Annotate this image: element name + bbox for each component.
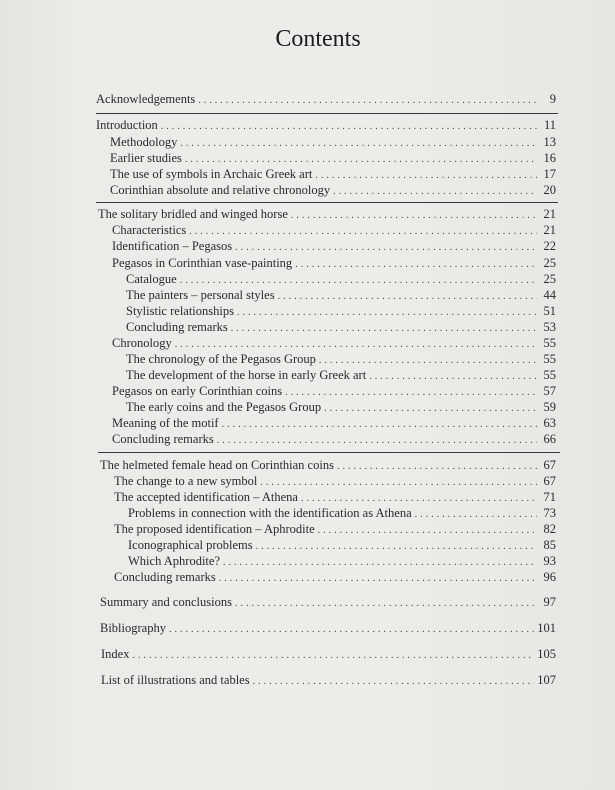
toc-page-number: 85 <box>543 538 556 552</box>
toc-entry-title: Concluding remarks <box>114 570 216 584</box>
toc-entry-title: The chronology of the Pegasos Group <box>126 352 316 366</box>
toc-entry-title: Methodology <box>110 135 178 149</box>
dot-leader <box>189 226 537 237</box>
toc-page-number: 16 <box>543 151 556 165</box>
toc-entry-title: Introduction <box>96 118 158 132</box>
toc-entry[interactable] <box>126 320 556 336</box>
toc-entry[interactable] <box>112 239 556 255</box>
toc-entry[interactable] <box>96 92 556 108</box>
toc-entry[interactable] <box>96 118 556 134</box>
toc-entry-title: The painters – personal styles <box>126 288 275 302</box>
toc-entry-title: The early coins and the Pegasos Group <box>126 400 322 414</box>
dot-leader <box>185 154 537 165</box>
toc-entry[interactable] <box>110 151 556 167</box>
toc-page-number: 59 <box>543 400 556 414</box>
toc-entry-title: Bibliography <box>100 621 166 635</box>
toc-page-number: 73 <box>543 506 556 520</box>
toc-entry-title: Earlier studies <box>110 151 182 165</box>
dot-leader <box>219 573 537 584</box>
dot-leader <box>231 323 537 334</box>
dot-leader <box>161 121 537 132</box>
dot-leader <box>260 477 537 488</box>
toc-entry-title: Catalogue <box>126 272 177 286</box>
dot-leader <box>198 95 537 106</box>
toc-entry-title: Problems in connection with the identification as Athena <box>128 506 412 520</box>
toc-entry-title: Summary and conclusions <box>100 595 232 609</box>
toc-entry[interactable] <box>128 538 556 554</box>
toc-page-number: 67 <box>543 458 556 472</box>
toc-entry-title: The use of symbols in Archaic Greek art <box>110 167 313 181</box>
toc-entry[interactable] <box>114 474 556 490</box>
toc-entry-title: Chronology <box>112 336 172 350</box>
toc-entry[interactable] <box>126 304 556 320</box>
toc-page-number: 51 <box>543 304 556 318</box>
dot-leader <box>253 676 535 687</box>
toc-entry[interactable] <box>126 400 556 416</box>
toc-entry[interactable] <box>112 256 556 272</box>
toc-entry[interactable] <box>98 207 556 223</box>
dot-leader <box>337 461 537 472</box>
toc-entry[interactable] <box>112 384 556 400</box>
dot-leader <box>333 186 537 197</box>
dot-leader <box>169 624 534 635</box>
toc-page-number: 97 <box>543 595 556 609</box>
toc-page-number: 11 <box>543 118 556 132</box>
section-divider <box>98 452 560 453</box>
dot-leader <box>235 598 537 609</box>
toc-page-number: 21 <box>543 207 556 221</box>
toc-page-number: 22 <box>543 239 556 253</box>
toc-entry-title: The solitary bridled and winged horse <box>98 207 288 221</box>
toc-page-number: 9 <box>549 92 556 106</box>
toc-entry[interactable] <box>126 352 556 368</box>
toc-page-number: 63 <box>543 416 556 430</box>
toc-entry[interactable] <box>101 647 556 663</box>
toc-entry[interactable] <box>112 336 556 352</box>
toc-page-number: 25 <box>543 256 556 270</box>
toc-entry[interactable] <box>110 167 556 183</box>
toc-entry[interactable] <box>114 490 556 506</box>
toc-page-number: 96 <box>543 570 556 584</box>
toc-entry-title: The proposed identification – Aphrodite <box>114 522 315 536</box>
toc-page-number: 66 <box>543 432 556 446</box>
toc-page-number: 21 <box>543 223 556 237</box>
toc-entry[interactable] <box>101 673 556 689</box>
dot-leader <box>278 291 537 302</box>
toc-entry[interactable] <box>126 272 556 288</box>
toc-entry[interactable] <box>110 135 556 151</box>
toc-page-number: 57 <box>543 384 556 398</box>
toc-entry[interactable] <box>128 554 556 570</box>
toc-page-number: 107 <box>537 673 556 687</box>
toc-entry[interactable] <box>112 223 556 239</box>
dot-leader <box>217 435 537 446</box>
toc-entry-title: Concluding remarks <box>126 320 228 334</box>
toc-entry-title: Concluding remarks <box>112 432 214 446</box>
dot-leader <box>295 259 537 270</box>
dot-leader <box>285 387 537 398</box>
toc-entry-title: The helmeted female head on Corinthian coins <box>100 458 334 472</box>
toc-entry-title: Characteristics <box>112 223 187 237</box>
dot-leader <box>318 525 537 536</box>
dot-leader <box>175 339 537 350</box>
dot-leader <box>415 509 537 520</box>
toc-page-number: 67 <box>543 474 556 488</box>
toc-entry-title: The change to a new symbol <box>114 474 258 488</box>
toc-page-number: 25 <box>543 272 556 286</box>
toc-page-number: 101 <box>537 621 556 635</box>
section-divider <box>96 113 558 114</box>
toc-page-number: 105 <box>537 647 556 661</box>
toc-page-number: 17 <box>543 167 556 181</box>
dot-leader <box>235 242 537 253</box>
toc-entry-title: Pegasos on early Corinthian coins <box>112 384 283 398</box>
toc-entry[interactable] <box>112 416 556 432</box>
toc-entry[interactable] <box>100 595 556 611</box>
dot-leader <box>223 557 537 568</box>
toc-entry-title: Index <box>101 647 130 661</box>
dot-leader <box>369 371 537 382</box>
toc-page-number: 44 <box>543 288 556 302</box>
dot-leader <box>180 138 537 149</box>
toc-entry-title: Meaning of the motif <box>112 416 219 430</box>
dot-leader <box>291 210 537 221</box>
dot-leader <box>180 275 537 286</box>
toc-page-number: 71 <box>543 490 556 504</box>
dot-leader <box>132 650 534 661</box>
dot-leader <box>324 403 537 414</box>
toc-entry[interactable] <box>128 506 556 522</box>
toc-page-number: 13 <box>543 135 556 149</box>
toc-entry[interactable] <box>100 621 556 637</box>
toc-entry-title: Which Aphrodite? <box>128 554 220 568</box>
toc-entry-title: Corinthian absolute and relative chronology <box>110 183 331 197</box>
dot-leader <box>301 493 537 504</box>
dot-leader <box>315 170 537 181</box>
toc-entry[interactable] <box>100 458 556 474</box>
toc-entry-title: Pegasos in Corinthian vase-painting <box>112 256 293 270</box>
dot-leader <box>237 307 537 318</box>
section-divider <box>96 202 558 203</box>
toc-entry[interactable] <box>114 522 556 538</box>
dot-leader <box>222 419 537 430</box>
toc-entry[interactable] <box>110 183 556 199</box>
toc-entry-title: Stylistic relationships <box>126 304 234 318</box>
toc-entry-title: Iconographical problems <box>128 538 253 552</box>
toc-entry[interactable] <box>114 570 556 586</box>
toc-entry-title: List of illustrations and tables <box>101 673 250 687</box>
toc-page-number: 20 <box>543 183 556 197</box>
toc-page-number: 93 <box>543 554 556 568</box>
toc-entry-title: Acknowledgements <box>96 92 196 106</box>
toc-entry[interactable] <box>126 368 556 384</box>
toc-entry[interactable] <box>112 432 556 448</box>
toc-page-number: 55 <box>543 368 556 382</box>
toc-page-number: 55 <box>543 336 556 350</box>
toc-entry-title: The accepted identification – Athena <box>114 490 298 504</box>
dot-leader <box>319 355 537 366</box>
toc-page-number: 82 <box>543 522 556 536</box>
page-title: Contents <box>275 26 361 52</box>
toc-entry[interactable] <box>126 288 556 304</box>
dot-leader <box>256 541 537 552</box>
toc-page-number: 55 <box>543 352 556 366</box>
toc-entry-title: The development of the horse in early Greek art <box>126 368 367 382</box>
toc-page-number: 53 <box>543 320 556 334</box>
toc-entry-title: Identification – Pegasos <box>112 239 233 253</box>
